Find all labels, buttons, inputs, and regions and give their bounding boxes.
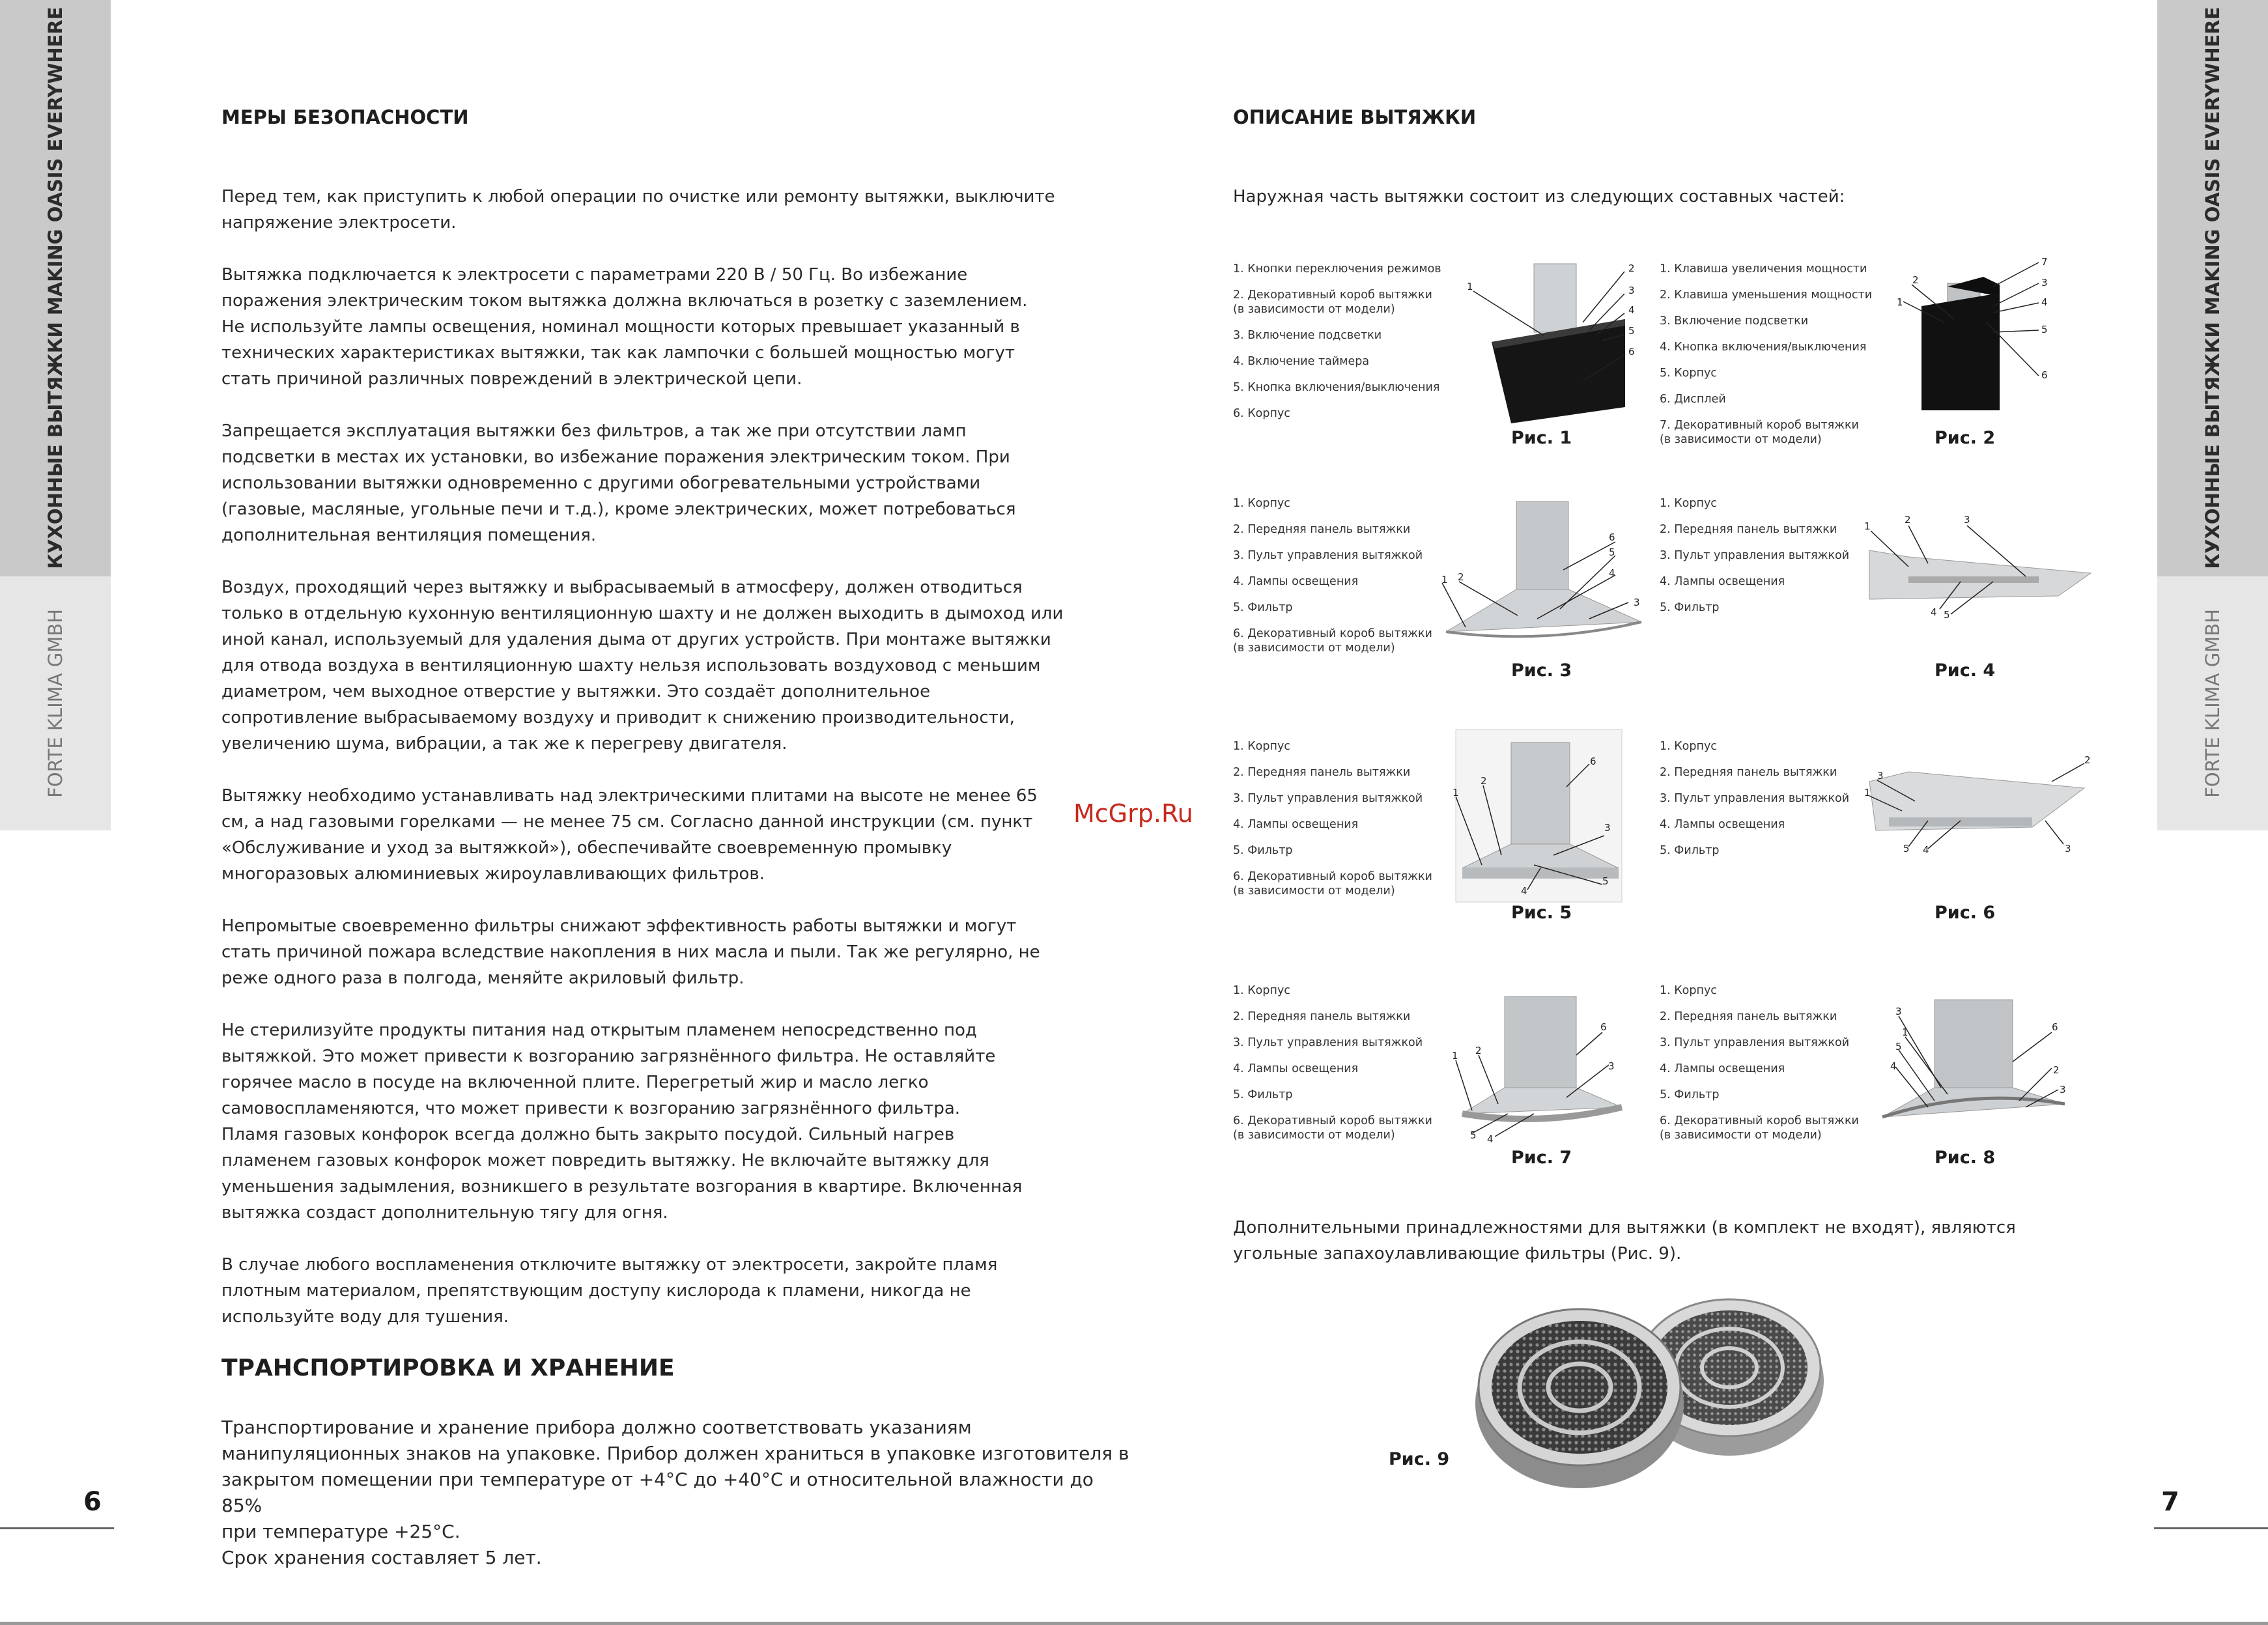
figure-6-label: Рис. 6 (1935, 903, 1996, 923)
transport-text (221, 1415, 1133, 1571)
callout-number: 3 (1877, 770, 1884, 782)
legend-item: 5. Фильтр (1660, 601, 1720, 614)
legend-item: 4. Лампы освещения (1233, 818, 1359, 831)
right-sidebar-company: FORTE KLIMA GMBH (2202, 609, 2224, 798)
callout-number: 1 (1452, 1050, 1458, 1062)
description-title: ОПИСАНИЕ ВЫТЯЖКИ (1233, 106, 1477, 128)
safety-paragraph: Вытяжку необходимо устанавливать над электрическими плитами на высоте не менее 65 см, а над газовыми горелками — не менее 75 см. Согласно данной инструкции (см. пункт «Обслуживание и уход за вытяжкой»), обеспечивайте своевременную промывку многоразовых алюминиевых жироулавливающих фильтров. (221, 786, 1038, 884)
left-sidebar (0, 0, 111, 830)
safety-paragraph: Перед тем, как приступить к любой операции по очистке или ремонту вытяжки, выключите напряжение электросети. (221, 187, 1055, 233)
legend-item: 2. Передняя панель вытяжки (1233, 766, 1411, 779)
callout-number: 2 (1912, 274, 1919, 286)
callout-number: 3 (2041, 277, 2048, 289)
figure-1-label: Рис. 1 (1511, 428, 1572, 448)
legend-item: 3. Включение подсветки (1233, 329, 1382, 342)
callout-number: 2 (1905, 514, 1911, 526)
page-rule-left (0, 1527, 114, 1529)
callout-number: 3 (1608, 1060, 1615, 1072)
legend-item: 1. Корпус (1660, 740, 1717, 753)
figure-3-label: Рис. 3 (1511, 660, 1572, 681)
safety-paragraph: Вытяжка подключается к электросети с параметрами 220 В / 50 Гц. Во избежание поражения электрическим током вытяжка должна включаться в розетку с заземлением. Не используйте лампы освещения, номинал мощности которых превышает указанный в технических характеристиках вытяжки, так как лампочки с большей мощностью могут стать причиной различных повреждений в электрической цепи. (221, 265, 1028, 389)
callout-number: 2 (1481, 775, 1487, 787)
right-sidebar (2157, 0, 2268, 830)
callout-number: 5 (1903, 843, 1910, 855)
bottom-rule (0, 1622, 2268, 1625)
callout-number: 6 (2041, 369, 2048, 381)
legend-item: 4. Лампы освещения (1660, 1062, 1785, 1075)
callout-number: 6 (1590, 756, 1596, 767)
figure-3-image (1439, 498, 1654, 645)
callout-number: 6 (1600, 1021, 1607, 1033)
legend-item: 2. Декоративный короб вытяжки (в зависимости от модели) (1233, 289, 1432, 316)
legend-item: 3. Пульт управления вытяжкой (1233, 1036, 1423, 1049)
callout-number: 4 (1923, 844, 1929, 856)
legend-item: 6. Декоративный короб вытяжки (в зависимости от модели) (1233, 1114, 1432, 1142)
figure-7-label: Рис. 7 (1511, 1148, 1572, 1168)
callout-number: 5 (1470, 1129, 1477, 1141)
callout-number: 4 (1890, 1060, 1897, 1072)
callout-number: 4 (1609, 567, 1615, 579)
callout-number: 4 (1521, 885, 1527, 897)
figure-1-image (1466, 257, 1641, 427)
page-rule-right (2154, 1527, 2268, 1529)
figure-9-label: Рис. 9 (1389, 1449, 1450, 1469)
legend-item: 1. Клавиша увеличения мощности (1660, 262, 1867, 276)
callout-number: 3 (1604, 822, 1611, 834)
figure-5-label: Рис. 5 (1511, 903, 1572, 923)
callout-number: 6 (2052, 1021, 2058, 1033)
callout-number: 2 (2053, 1064, 2060, 1076)
figure-2-legend (1660, 262, 1872, 459)
figure-4-legend (1660, 496, 1849, 627)
legend-item: 6. Декоративный короб вытяжки (в зависимости от модели) (1233, 627, 1432, 655)
legend-item: 6. Декоративный короб вытяжки (в зависимости от модели) (1233, 870, 1432, 897)
legend-item: 3. Пульт управления вытяжкой (1660, 549, 1850, 562)
legend-item: 4. Лампы освещения (1233, 575, 1359, 588)
legend-item: 4. Кнопка включения/выключения (1660, 341, 1867, 354)
left-sidebar-brand: КУХОННЫЕ ВЫТЯЖКИ MAKING OASIS EVERYWHERE (44, 7, 66, 569)
callout-number: 3 (1895, 1006, 1902, 1017)
figure-4-image (1863, 511, 2097, 625)
legend-item: 6. Декоративный короб вытяжки (в зависимости от модели) (1660, 1114, 1859, 1142)
figure-4-label: Рис. 4 (1935, 660, 1996, 681)
legend-item: 4. Включение таймера (1233, 355, 1370, 368)
figure-6-image (1863, 756, 2097, 860)
callout-number: 2 (1628, 262, 1635, 274)
safety-text (221, 184, 1120, 1330)
accessories-paragraph: Дополнительными принадлежностями для вытяжки (в комплект не входят), являются угольные запахоулавливающие фильтры (Рис. 9). (1233, 1218, 2016, 1264)
legend-item: 1. Корпус (1660, 984, 1717, 997)
callout-number: 4 (2041, 296, 2048, 308)
legend-item: 1. Кнопки переключения режимов (1233, 262, 1441, 276)
callout-number: 6 (1628, 346, 1635, 358)
callout-number: 3 (1964, 514, 1970, 526)
callout-number: 1 (1467, 281, 1473, 292)
figure-7-image (1449, 990, 1638, 1146)
callout-number: 5 (1628, 325, 1635, 337)
figure-5-image (1443, 728, 1638, 904)
callout-number: 3 (2065, 843, 2071, 855)
legend-item: 7. Декоративный короб вытяжки (в зависимости от модели) (1660, 419, 1859, 446)
callout-number: 2 (1475, 1045, 1482, 1056)
callout-number: 1 (1864, 520, 1871, 532)
page-number-left: 6 (83, 1487, 102, 1517)
callout-number: 7 (2041, 257, 2048, 268)
legend-item: 2. Клавиша уменьшения мощности (1660, 289, 1873, 302)
accessories-text (1233, 1215, 2080, 1267)
legend-item: 5. Кнопка включения/выключения (1233, 381, 1440, 394)
legend-item: 4. Лампы освещения (1660, 575, 1785, 588)
legend-item: 5. Фильтр (1233, 1088, 1293, 1101)
callout-number: 2 (2084, 756, 2091, 766)
right-sidebar-brand: КУХОННЫЕ ВЫТЯЖКИ MAKING OASIS EVERYWHERE (2202, 7, 2224, 569)
figure-7-legend (1233, 983, 1432, 1154)
safety-paragraph: Не стерилизуйте продукты питания над открытым пламенем непосредственно под вытяжкой. Это может привести к возгоранию загрязнённого фильтра. Не оставляйте горячее масло в посуде на включенной плите. Перегретый жир и масло легко самовоспламеняются, что может привести к возгоранию загрязнённого фильтра. Пламя газовых конфорок всегда должно быть закрыто посудой. Сильный нагрев пламенем газовых конфорок может повредить вытяжку. Не включайте вытяжку для уменьшения задымления, возникшего в результате возгорания в квартире. Включенная вытяжка создаст дополнительную тягу для огня. (221, 1021, 1023, 1222)
legend-item: 4. Лампы освещения (1660, 818, 1785, 831)
legend-item: 2. Передняя панель вытяжки (1660, 523, 1837, 536)
charcoal-filter-left (1475, 1309, 1684, 1488)
legend-item: 3. Пульт управления вытяжкой (1233, 792, 1423, 805)
figure-8-image (1869, 990, 2084, 1140)
left-sidebar-company-band (0, 576, 111, 830)
safety-paragraph: В случае любого воспламенения отключите вытяжку от электросети, закройте пламя плотным материалом, препятствующим доступу кислорода к пламени, никогда не используйте воду для тушения. (221, 1255, 998, 1327)
left-sidebar-company: FORTE KLIMA GMBH (44, 609, 66, 798)
figure-6-legend (1660, 739, 1849, 869)
callout-number: 5 (2041, 324, 2048, 335)
figure-8-legend (1660, 983, 1859, 1154)
legend-item: 3. Пульт управления вытяжкой (1660, 792, 1850, 805)
legend-item: 2. Передняя панель вытяжки (1233, 523, 1411, 536)
callout-number: 3 (2060, 1084, 2066, 1095)
callout-number: 5 (1602, 875, 1609, 887)
figure-5-legend (1233, 739, 1432, 910)
figure-2-image (1895, 257, 2058, 427)
callout-number: 3 (1634, 597, 1640, 608)
legend-item: 2. Передняя панель вытяжки (1233, 1010, 1411, 1023)
callout-number: 4 (1487, 1133, 1494, 1145)
callout-number: 5 (1944, 609, 1950, 621)
legend-item: 3. Включение подсветки (1660, 315, 1809, 328)
legend-item: 5. Фильтр (1660, 1088, 1720, 1101)
legend-item: 1. Корпус (1233, 984, 1290, 997)
page-number-right: 7 (2161, 1487, 2179, 1517)
transport-paragraph: Транспортирование и хранение прибора должно соответствовать указаниям манипуляционных знаков на упаковке. Прибор должен храниться в упаковке изготовителя в закрытом помещении при температуре от +4°С до +40°С и относительной влажности до 85% при температуре +25°С. Срок хранения составляет 5 лет. (221, 1417, 1129, 1568)
legend-item: 5. Фильтр (1660, 844, 1720, 857)
legend-item: 5. Фильтр (1233, 601, 1293, 614)
description-intro (1233, 184, 2080, 210)
right-sidebar-brand-band (2157, 0, 2268, 576)
legend-item: 5. Корпус (1660, 367, 1717, 380)
legend-item: 4. Лампы освещения (1233, 1062, 1359, 1075)
figure-2-label: Рис. 2 (1935, 428, 1996, 448)
legend-item: 3. Пульт управления вытяжкой (1660, 1036, 1850, 1049)
description-intro-text: Наружная часть вытяжки состоит из следующих составных частей: (1233, 187, 1845, 206)
safety-paragraph: Воздух, проходящий через вытяжку и выбрасываемый в атмосферу, должен отводиться только в отдельную кухонную вентиляционную шахту и не должен выходить в дымоход или иной канал, используемый для удаления дыма от других устройств. При монтаже вытяжки для отвода воздуха в вентиляционную шахту нельзя использовать воздуховод с меньшим диаметром, чем выходное отверстие у вытяжки. Это создаёт дополнительное сопротивление выбрасываемому воздуху и приводит к снижению производительности, увеличению шума, вибрации, а так же к перегреву двигателя. (221, 578, 1064, 754)
legend-item: 1. Корпус (1233, 497, 1290, 510)
legend-item: 2. Передняя панель вытяжки (1660, 766, 1837, 779)
figure-3-legend (1233, 496, 1432, 667)
callout-number: 5 (1609, 546, 1615, 558)
legend-item: 5. Фильтр (1233, 844, 1293, 857)
callout-number: 4 (1628, 304, 1635, 316)
right-sidebar-company-band (2157, 576, 2268, 830)
callout-number: 2 (1458, 571, 1464, 583)
watermark: McGrp.Ru (1073, 799, 1193, 828)
callout-number: 1 (1453, 787, 1459, 798)
figure-8-label: Рис. 8 (1935, 1148, 1996, 1168)
left-sidebar-brand-band (0, 0, 111, 576)
callout-number: 3 (1628, 285, 1635, 296)
legend-item: 3. Пульт управления вытяжкой (1233, 549, 1423, 562)
callout-number: 1 (1864, 787, 1871, 798)
safety-paragraph: Запрещается эксплуатация вытяжки без фильтров, а так же при отсутствии ламп подсветки в местах их установки, во избежание поражения электрическим током. При использовании вытяжки одновременно с другими обогревательными устройствами (газовые, масляные, угольные печи и т.д.), кроме электрических, может потребоваться дополнительная вентиляция помещения. (221, 421, 1016, 545)
callout-number: 6 (1609, 531, 1615, 543)
safety-paragraph: Непромытые своевременно фильтры снижают эффективность работы вытяжки и могут стать причиной пожара вследствие накопления в них масла и пыли. Так же регулярно, не реже одного раза в полгода, меняйте акриловый фильтр. (221, 916, 1040, 988)
callout-number: 5 (1895, 1041, 1902, 1053)
legend-item: 6. Корпус (1233, 407, 1290, 420)
legend-item: 1. Корпус (1233, 740, 1290, 753)
legend-item: 6. Дисплей (1660, 393, 1726, 406)
figure-1-legend (1233, 262, 1441, 432)
callout-number: 1 (1897, 296, 1903, 308)
legend-item: 1. Корпус (1660, 497, 1717, 510)
transport-title: ТРАНСПОРТИРОВКА И ХРАНЕНИЕ (221, 1355, 675, 1381)
safety-title: МЕРЫ БЕЗОПАСНОСТИ (221, 106, 469, 128)
figure-9-image (1469, 1270, 1834, 1505)
callout-number: 1 (1902, 1026, 1908, 1038)
callout-number: 4 (1931, 606, 1937, 618)
legend-item: 2. Передняя панель вытяжки (1660, 1010, 1837, 1023)
callout-number: 1 (1441, 574, 1448, 586)
